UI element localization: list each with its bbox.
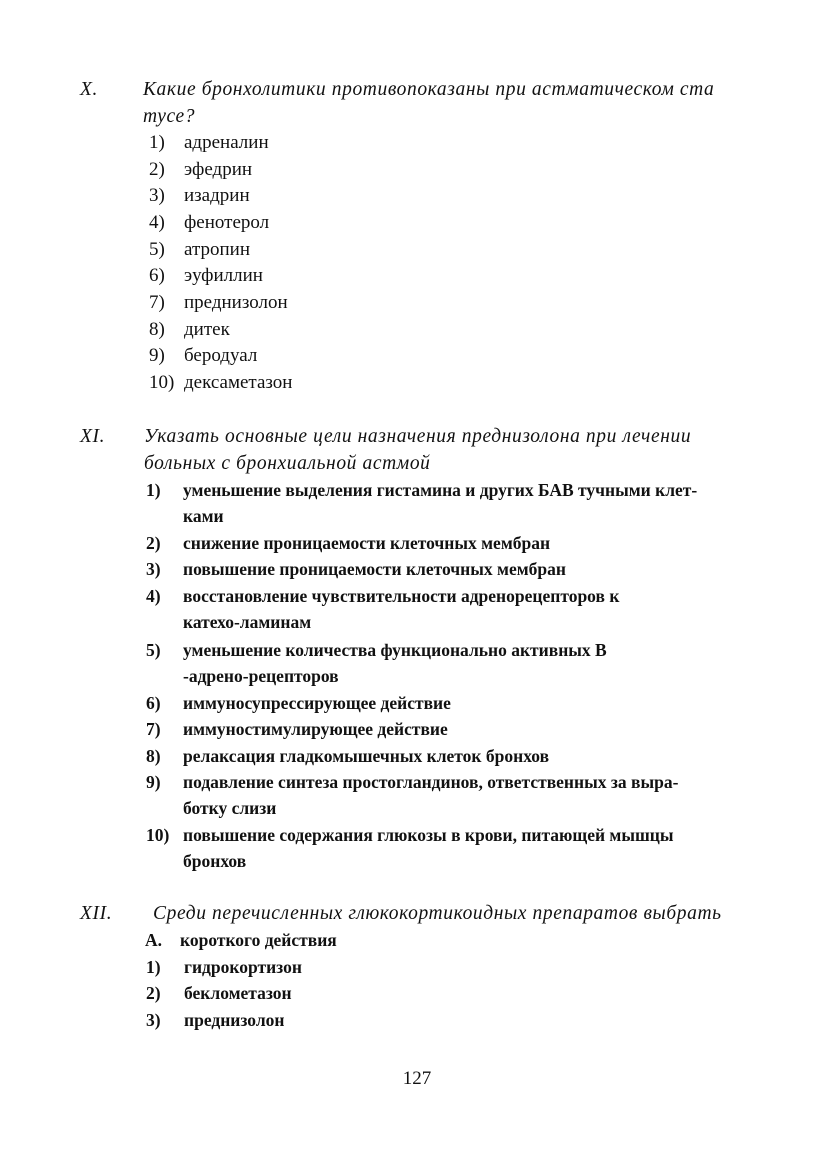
option-text: преднизолон [184,1010,285,1030]
option-number: 9) [149,345,165,366]
option-text-continuation: катехо-ламинам [183,612,312,632]
question-text-line: тусе? [143,106,196,127]
subheading-text: короткого действия [180,930,337,950]
question-text-line: Указать основные цели назначения преднизолона при лечении [144,426,692,447]
option-number: 3) [149,185,165,206]
option-number: 4) [146,586,161,606]
option-text: адреналин [184,132,269,153]
subheading-letter: А. [145,930,163,950]
option-number: 7) [146,719,161,739]
question-number: X. [80,79,98,100]
question-text-line: больных с бронхиальной астмой [144,453,431,474]
option-text: восстановление чувствительности адренорецепторов к [183,586,620,606]
option-number: 3) [146,559,161,579]
option-text-continuation: ботку слизи [183,798,277,818]
option-number: 1) [146,957,161,977]
page-number: 127 [402,1068,432,1089]
option-text: дексаметазон [184,372,293,393]
option-text: подавление синтеза простогландинов, ответственных за выра- [183,772,679,792]
option-text: релаксация гладкомышечных клеток бронхов [183,746,550,766]
option-text: снижение проницаемости клеточных мембран [183,533,551,553]
option-number: 2) [149,159,165,180]
option-number: 10) [146,825,170,845]
question-text-line: Какие бронхолитики противопоказаны при астматическом ста [143,79,715,100]
question-text-line: Среди перечисленных глюкокортикоидных препаратов выбрать [153,903,722,924]
option-number: 5) [149,239,165,260]
option-number: 6) [146,693,161,713]
option-number: 6) [149,265,165,286]
option-text: гидрокортизон [184,957,302,977]
option-text: дитек [184,319,230,340]
option-text-continuation: бронхов [183,851,247,871]
option-number: 1) [149,132,165,153]
option-text: беклометазон [184,983,292,1003]
option-number: 2) [146,533,161,553]
option-text: изадрин [184,185,250,206]
option-text: эфедрин [184,159,253,180]
option-text: повышение проницаемости клеточных мембран [183,559,566,579]
option-text: эуфиллин [184,265,263,286]
option-text: атропин [184,239,250,260]
option-text: преднизолон [184,292,288,313]
option-text: уменьшение количества функционально активных В [183,640,607,660]
option-number: 10) [149,372,175,393]
option-text: фенотерол [184,212,270,233]
option-text: повышение содержания глюкозы в крови, питающей мышцы [183,825,674,845]
option-text: иммуносупрессирующее действие [183,693,451,713]
option-text: иммуностимулирующее действие [183,719,448,739]
option-number: 1) [146,480,161,500]
option-number: 8) [146,746,161,766]
option-text: беродуал [184,345,258,366]
option-number: 5) [146,640,161,660]
option-number: 7) [149,292,165,313]
option-number: 2) [146,983,161,1003]
option-text-continuation: -адрено-рецепторов [183,666,339,686]
option-text-continuation: ками [183,506,224,526]
question-number: XI. [80,426,106,447]
option-text: уменьшение выделения гистамина и других БАВ тучными клет- [183,480,698,500]
option-number: 4) [149,212,165,233]
option-number: 3) [146,1010,161,1030]
option-number: 9) [146,772,161,792]
option-number: 8) [149,319,165,340]
question-number: XII. [80,903,113,924]
